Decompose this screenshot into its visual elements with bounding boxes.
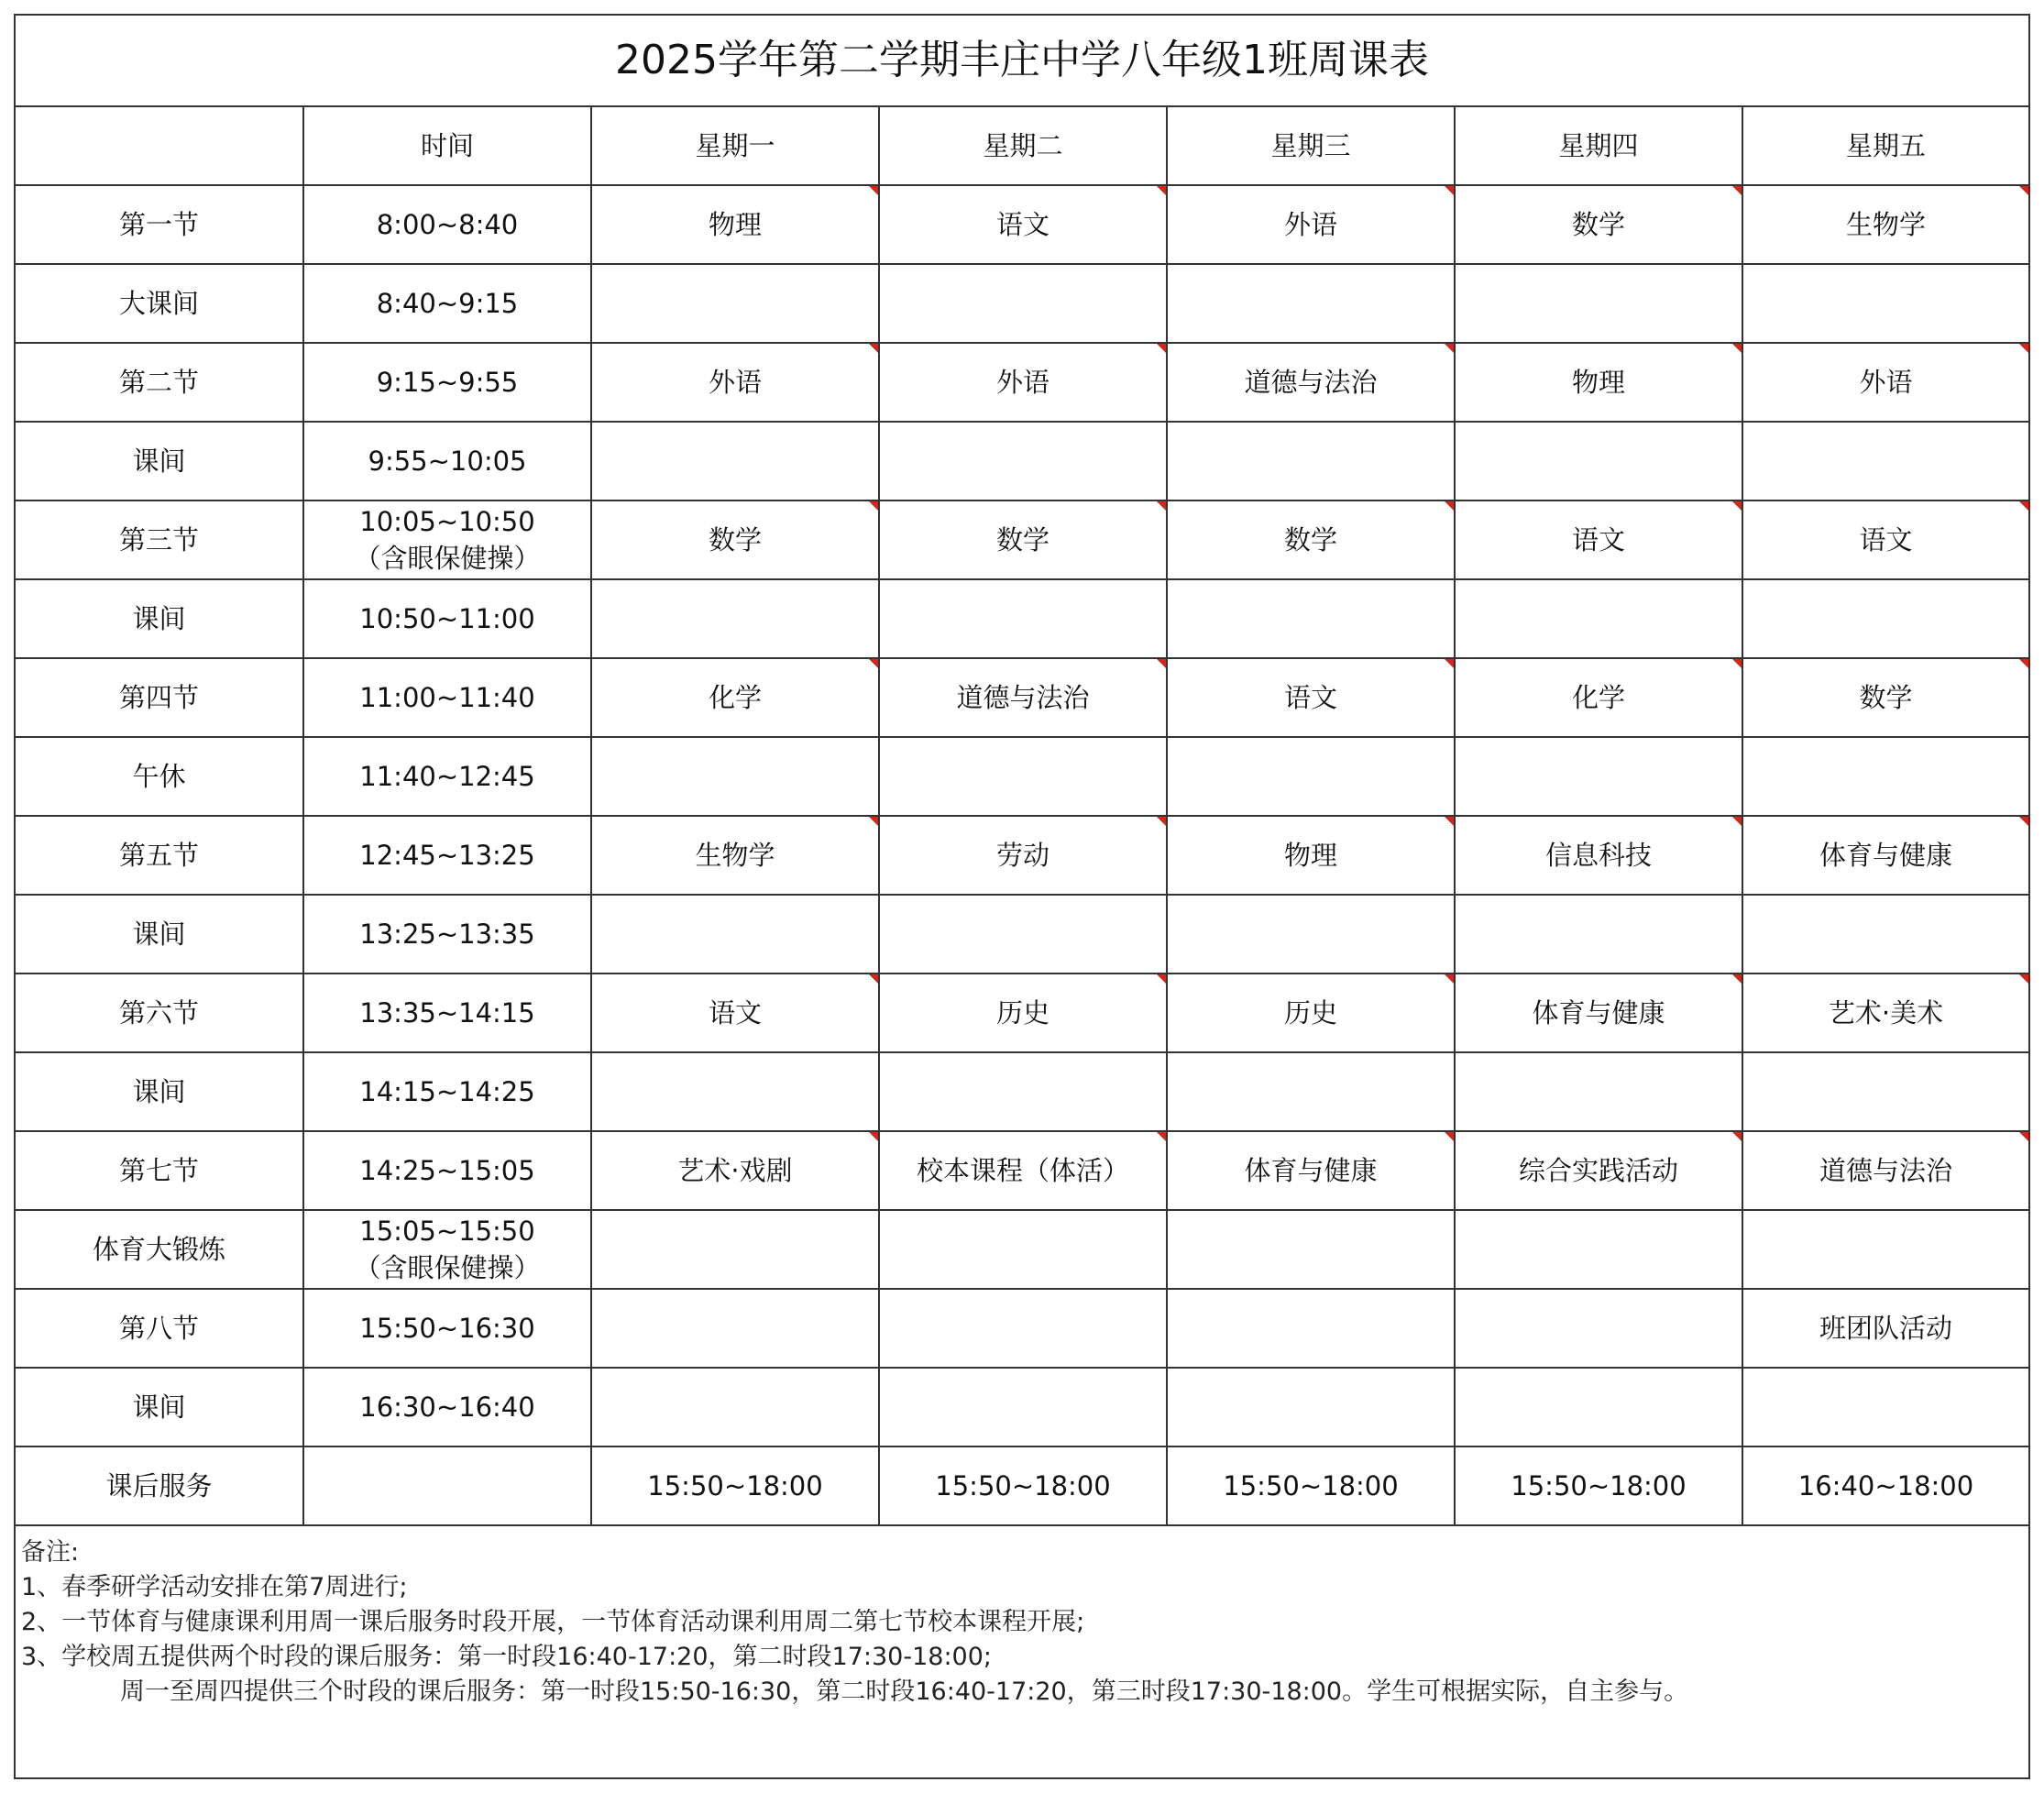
class-cell [879,737,1167,816]
timetable-sheet [14,14,2030,1779]
time-cell [303,1210,591,1289]
class-cell [1167,1052,1455,1131]
timetable-row [16,974,2028,1052]
class-cell: 外语 [1742,343,2028,422]
class-cell: 生物学 [591,816,879,895]
class-cell [1167,1368,1455,1446]
timetable-row [16,1368,2028,1446]
time-line: （含眼保健操） [354,543,541,574]
time-cell [303,658,591,737]
class-cell: 班团队活动 [1742,1289,2028,1368]
class-cell [1167,422,1455,500]
period-label-cell: 大课间 [16,264,303,343]
timetable-row [16,1289,2028,1368]
time-cell [303,1368,591,1446]
time-line: 10:05~10:50 [359,506,535,537]
class-cell [1455,895,1742,974]
class-cell: 艺术·美术 [1742,974,2028,1052]
class-cell [1167,737,1455,816]
timetable-row [16,343,2028,422]
time-cell [303,1052,591,1131]
class-cell [591,264,879,343]
class-cell [1742,1210,2028,1289]
class-cell: 信息科技 [1455,816,1742,895]
header-row [16,107,2028,185]
timetable-row [16,816,2028,895]
time-line: 9:55~10:05 [368,446,527,477]
time-cell [303,895,591,974]
header-corner-cell [16,107,303,185]
time-cell [303,422,591,500]
class-cell: 道德与法治 [879,658,1167,737]
class-cell [879,264,1167,343]
class-cell: 劳动 [879,816,1167,895]
note-item: 2、一节体育与健康课利用周一课后服务时段开展，一节体育活动课利用周二第七节校本课程开展; [21,1608,1085,1636]
time-cell [303,500,591,579]
class-cell [879,1368,1167,1446]
class-cell [1455,737,1742,816]
timetable-row [16,1210,2028,1289]
class-cell: 化学 [1455,658,1742,737]
time-cell [303,343,591,422]
note-continuation: 周一至周四提供三个时段的课后服务：第一时段15:50-16:30，第二时段16:40-17:20，第三时段17:30-18:00。学生可根据实际，自主参与。 [120,1678,1689,1706]
class-cell: 化学 [591,658,879,737]
class-cell [591,422,879,500]
time-line: 13:35~14:15 [359,997,535,1028]
class-cell [591,579,879,658]
class-cell [1455,1210,1742,1289]
time-line: 9:15~9:55 [376,367,519,398]
period-label-cell: 第三节 [16,500,303,579]
period-label-cell: 第八节 [16,1289,303,1368]
period-label-cell: 课间 [16,895,303,974]
class-cell [879,1052,1167,1131]
class-cell: 体育与健康 [1167,1131,1455,1210]
time-line: 11:40~12:45 [359,761,535,792]
period-label-cell: 第四节 [16,658,303,737]
class-cell [591,895,879,974]
class-cell [1455,1368,1742,1446]
class-cell: 外语 [591,343,879,422]
class-cell [1742,895,2028,974]
class-cell: 体育与健康 [1742,816,2028,895]
header-time-cell: 时间 [303,107,591,185]
time-line: 15:50~16:30 [359,1313,535,1344]
class-cell: 15:50~18:00 [1455,1446,1742,1525]
class-cell [1167,264,1455,343]
class-cell: 数学 [1167,500,1455,579]
class-cell: 历史 [1167,974,1455,1052]
header-day-cell: 星期四 [1455,107,1742,185]
class-cell [879,1210,1167,1289]
class-cell [1167,579,1455,658]
time-cell [303,816,591,895]
class-cell [591,1289,879,1368]
class-cell: 语文 [1455,500,1742,579]
time-line: 10:50~11:00 [359,603,535,634]
class-cell [879,579,1167,658]
time-line: 13:25~13:35 [359,918,535,950]
class-cell [1742,1052,2028,1131]
timetable-row [16,264,2028,343]
class-cell [591,737,879,816]
notes-section [16,1526,2028,1719]
class-cell [1742,579,2028,658]
class-cell [591,1210,879,1289]
class-cell [1455,1289,1742,1368]
header-day-cell: 星期二 [879,107,1167,185]
class-cell: 历史 [879,974,1167,1052]
class-cell: 语文 [879,185,1167,264]
time-line: 8:40~9:15 [376,288,519,319]
time-cell [303,737,591,816]
time-line: 14:25~15:05 [359,1155,535,1186]
class-cell: 数学 [879,500,1167,579]
time-cell [303,1131,591,1210]
class-cell: 生物学 [1742,185,2028,264]
period-label-cell: 课间 [16,422,303,500]
notes-heading: 备注: [21,1538,80,1567]
period-label-cell: 课间 [16,1052,303,1131]
time-line: 8:00~8:40 [376,209,519,240]
class-cell [1455,1052,1742,1131]
period-label-cell: 第一节 [16,185,303,264]
timetable-row [16,658,2028,737]
header-day-cell: 星期三 [1167,107,1455,185]
timetable-grid [16,107,2028,1526]
class-cell: 语文 [1167,658,1455,737]
header-day-cell: 星期五 [1742,107,2028,185]
class-cell: 校本课程（体活） [879,1131,1167,1210]
class-cell [1167,1210,1455,1289]
class-cell: 物理 [1167,816,1455,895]
class-cell: 16:40~18:00 [1742,1446,2028,1525]
class-cell [591,1052,879,1131]
class-cell: 道德与法治 [1742,1131,2028,1210]
period-label-cell: 第五节 [16,816,303,895]
time-cell [303,1289,591,1368]
period-label-cell: 第六节 [16,974,303,1052]
time-cell [303,1446,591,1525]
time-line: 11:00~11:40 [359,682,535,713]
time-cell [303,974,591,1052]
period-label-cell: 第二节 [16,343,303,422]
timetable-row [16,1131,2028,1210]
timetable-row [16,185,2028,264]
class-cell: 15:50~18:00 [879,1446,1167,1525]
period-label-cell: 午休 [16,737,303,816]
class-cell [879,895,1167,974]
class-cell [879,422,1167,500]
time-line: （含眼保健操） [354,1252,541,1283]
period-label-cell: 体育大锻炼 [16,1210,303,1289]
timetable-row [16,500,2028,579]
timetable-row [16,422,2028,500]
class-cell: 数学 [591,500,879,579]
page-title: 2025学年第二学期丰庄中学八年级1班周课表 [16,16,2028,107]
period-label-cell: 课间 [16,1368,303,1446]
period-label-cell: 课间 [16,579,303,658]
time-line: 14:15~14:25 [359,1076,535,1107]
class-cell: 综合实践活动 [1455,1131,1742,1210]
note-item: 1、春季研学活动安排在第7周进行; [21,1573,408,1601]
class-cell: 艺术·戏剧 [591,1131,879,1210]
class-cell [879,1289,1167,1368]
timetable-row [16,895,2028,974]
class-cell [1455,579,1742,658]
header-day-cell: 星期一 [591,107,879,185]
timetable-row [16,1052,2028,1131]
class-cell [1167,1289,1455,1368]
class-cell: 外语 [1167,185,1455,264]
class-cell: 物理 [1455,343,1742,422]
class-cell [1742,264,2028,343]
class-cell: 数学 [1742,658,2028,737]
period-label-cell: 第七节 [16,1131,303,1210]
class-cell [1742,422,2028,500]
time-cell [303,185,591,264]
class-cell: 语文 [591,974,879,1052]
class-cell [1455,422,1742,500]
class-cell [1742,737,2028,816]
note-item: 3、学校周五提供两个时段的课后服务：第一时段16:40-17:20，第二时段17:30-18:00; [21,1643,992,1671]
class-cell [1742,1368,2028,1446]
class-cell: 15:50~18:00 [1167,1446,1455,1525]
class-cell: 外语 [879,343,1167,422]
class-cell: 道德与法治 [1167,343,1455,422]
timetable-row [16,1446,2028,1525]
class-cell [591,1368,879,1446]
class-cell: 物理 [591,185,879,264]
time-line: 15:05~15:50 [359,1216,535,1247]
class-cell: 语文 [1742,500,2028,579]
time-cell [303,579,591,658]
period-label-cell: 课后服务 [16,1446,303,1525]
class-cell [1455,264,1742,343]
time-cell [303,264,591,343]
time-line: 12:45~13:25 [359,840,535,871]
class-cell: 15:50~18:00 [591,1446,879,1525]
time-line: 16:30~16:40 [359,1392,535,1423]
timetable-row [16,579,2028,658]
class-cell [1167,895,1455,974]
timetable-row [16,737,2028,816]
class-cell: 数学 [1455,185,1742,264]
class-cell: 体育与健康 [1455,974,1742,1052]
